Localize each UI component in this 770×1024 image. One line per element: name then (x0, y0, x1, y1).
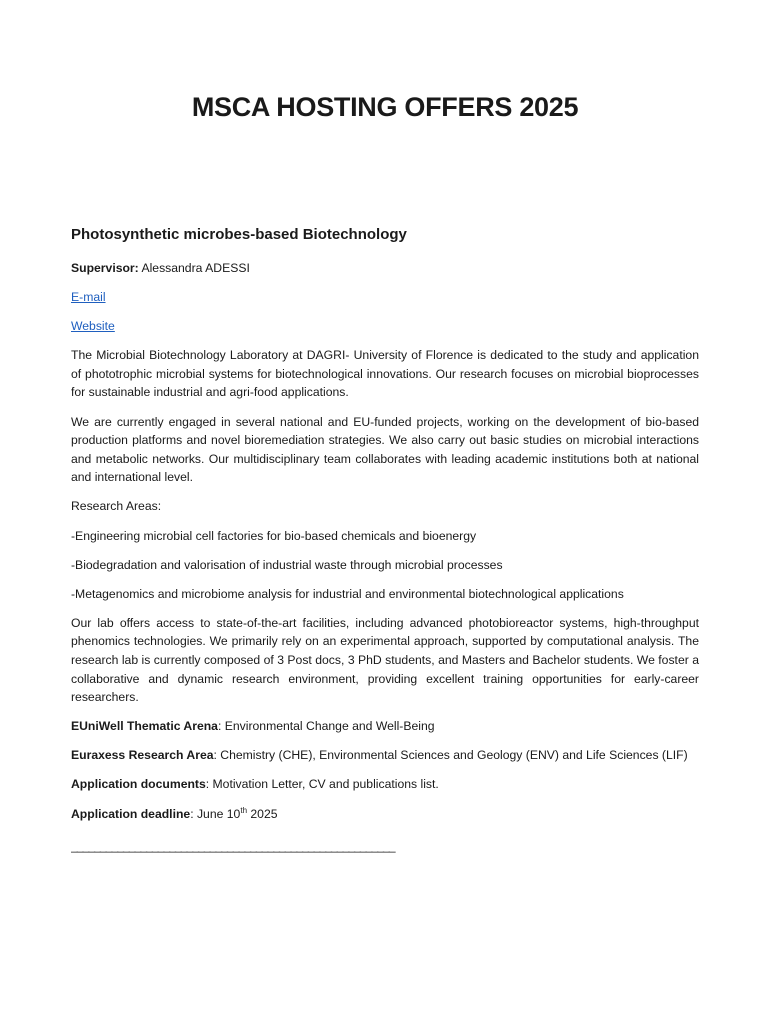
euraxess-value: : Chemistry (CHE), Environmental Sciences and Geology (ENV) and Life Sciences (LIF) (213, 748, 688, 763)
research-area-item: -Metagenomics and microbiome analysis for industrial and environmental biotechnological applications (71, 586, 624, 601)
supervisor-label: Supervisor: (71, 261, 139, 275)
research-areas-label: Research Areas: (71, 499, 162, 514)
deadline-ordinal: th (240, 805, 248, 815)
deadline-label: Application deadline (71, 806, 191, 821)
projects-paragraph: We are currently engaged in several national and EU-funded projects, working on the development of bio-based production platforms and novel bioremediation strategies. We also carry out basic studies on microbial interactions and metabolic networks. Our multidisciplinary team collaborates with leading academic institutions both at national and international level. (71, 414, 699, 485)
website-link[interactable]: Website (71, 319, 115, 334)
page-title: MSCA HOSTING OFFERS 2025 (191, 92, 579, 122)
arena-line (71, 717, 699, 736)
euraxess-line (71, 746, 699, 765)
documents-label: Application documents (71, 777, 206, 792)
email-link[interactable]: E-mail (71, 290, 106, 305)
documents-line (71, 775, 699, 794)
separator-line: ________________________________________________________ (71, 839, 395, 854)
deadline-line (71, 805, 699, 824)
intro-paragraph: The Microbial Biotechnology Laboratory at DAGRI- University of Florence is dedicated to the study and application of phototrophic microbial systems for biotechnological innovations. Our research focuses on microbial bioprocesses for sustainable industrial and agri-food applications. (71, 348, 699, 400)
supervisor-line (71, 259, 699, 278)
arena-value: : Environmental Change and Well-Being (217, 719, 435, 734)
offer-section (71, 224, 699, 856)
euraxess-label: Euraxess Research Area (71, 748, 214, 763)
deadline-year: 2025 (247, 806, 278, 821)
arena-label: EUniWell Thematic Arena (71, 719, 218, 734)
facilities-paragraph: Our lab offers access to state-of-the-art facilities, including advanced photobioreactor systems, high-throughput phenomics technologies. We primarily rely on an experimental approach, supported by computational analysis. The research lab is currently composed of 3 Post docs, 3 PhD students, and Masters and Bachelor students. We foster a collaborative and dynamic research environment, providing excellent training opportunities for early-career researchers. (71, 615, 699, 705)
deadline-value: : June 10 (190, 806, 241, 821)
section-heading: Photosynthetic microbes-based Biotechnology (71, 226, 407, 243)
research-area-item: -Biodegradation and valorisation of industrial waste through microbial processes (71, 557, 503, 572)
research-area-item: -Engineering microbial cell factories for bio-based chemicals and bioenergy (71, 528, 477, 543)
documents-value: : Motivation Letter, CV and publications list. (205, 777, 439, 792)
supervisor-name: Alessandra ADESSI (141, 261, 250, 275)
